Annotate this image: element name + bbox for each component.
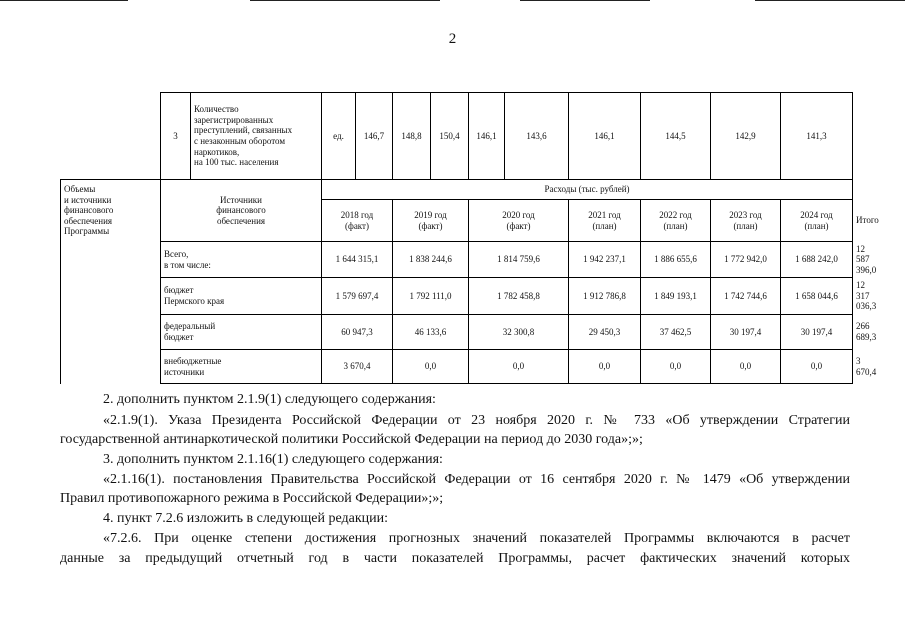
finance-row-extrabudget: внебюджетные источники 3 670,4 0,0 0,0 0,0 0,0 0,0 0,0 3 670,4 (61, 350, 853, 384)
indicator-unit: ед. (322, 93, 356, 180)
indicator-row (61, 93, 853, 180)
year-header: 2020 год (факт) (469, 200, 569, 242)
indicator-value: 146,7 (356, 93, 393, 180)
amendment-text-2-1-9-line2: государственной антинаркотической политики Российской Федерации на период до 2030 года»;»; (60, 432, 643, 447)
finance-cell: 1 658 044,6 (781, 278, 853, 315)
program-passport-table (60, 92, 879, 384)
amendment-text-2-1-16-line2: Правил противопожарного режима в Российской Федерации»;»; (60, 491, 444, 506)
indicator-value: 141,3 (781, 93, 853, 180)
indicator-number: 3 (161, 93, 191, 180)
finance-row-label: бюджет Пермского края (161, 278, 322, 315)
finance-cell: 37 462,5 (641, 315, 711, 350)
year-header: 2024 год (план) (781, 200, 853, 242)
blank-cell (61, 93, 161, 180)
amendment-item-4: 4. пункт 7.2.6 изложить в следующей редакции: (103, 511, 388, 526)
top-rule-left (0, 0, 128, 1)
indicator-value: 146,1 (569, 93, 641, 180)
finance-row-label: федеральный бюджет (161, 315, 322, 350)
finance-row-federal: федеральный бюджет 60 947,3 46 133,6 32 300,8 29 450,3 37 462,5 30 197,4 30 197,4 266 689,3 (61, 315, 853, 350)
finance-cell: 0,0 (781, 350, 853, 384)
finance-cell: 1 838 244,6 (393, 242, 469, 278)
top-rule-mid-left (250, 0, 440, 1)
page-number: 2 (448, 31, 457, 47)
finance-cell: 0,0 (569, 350, 641, 384)
year-header: 2018 год (факт) (322, 200, 393, 242)
year-header: 2023 год (план) (711, 200, 781, 242)
finance-row-regional: бюджет Пермского края 1 579 697,4 1 792 111,0 1 782 458,8 1 912 786,8 1 849 193,1 1 742 744,6 1 658 044,6 12 317 036,3 (61, 278, 853, 315)
finance-cell: 1 886 655,6 (641, 242, 711, 278)
top-rule-mid-right (520, 0, 650, 1)
finance-cell: 32 300,8 (469, 315, 569, 350)
indicator-value: 146,1 (469, 93, 505, 180)
indicator-value: 148,8 (393, 93, 431, 180)
finance-cell: 3 670,4 (322, 350, 393, 384)
top-rule-right (755, 0, 905, 1)
finance-cell: 1 579 697,4 (322, 278, 393, 315)
finance-row-label: Всего, в том числе: (161, 242, 322, 278)
year-header: 2021 год (план) (569, 200, 641, 242)
finance-cell: 0,0 (469, 350, 569, 384)
finance-row-total: Всего, в том числе: 1 644 315,1 1 838 244,6 1 814 759,6 1 942 237,1 1 886 655,6 1 772 942,0 1 688 242,0 12 587 396,0 (61, 242, 853, 278)
indicator-value: 143,6 (505, 93, 569, 180)
finance-cell: 1 742 744,6 (711, 278, 781, 315)
finance-cell: 29 450,3 (569, 315, 641, 350)
finance-cell: 1 942 237,1 (569, 242, 641, 278)
year-header: 2022 год (план) (641, 200, 711, 242)
finance-cell: 60 947,3 (322, 315, 393, 350)
finance-cell: 0,0 (393, 350, 469, 384)
amendment-item-2: 2. дополнить пунктом 2.1.9(1) следующего содержания: (103, 392, 436, 407)
finance-cell: 1 792 111,0 (393, 278, 469, 315)
finance-cell: 1 782 458,8 (469, 278, 569, 315)
finance-section-label: Объемы и источники финансового обеспечения Программы (61, 180, 161, 384)
finance-cell: 1 688 242,0 (781, 242, 853, 278)
amendment-text-2-1-9-line1: «2.1.9(1). Указа Президента Российской Федерации от 23 ноября 2020 г. № 733 «Об утверждении Стратегии (103, 413, 850, 428)
finance-cell: 1 814 759,6 (469, 242, 569, 278)
indicator-value: 142,9 (711, 93, 781, 180)
finance-cell: 46 133,6 (393, 315, 469, 350)
indicator-value: 144,5 (641, 93, 711, 180)
indicator-value: 150,4 (431, 93, 469, 180)
finance-cell: 1 644 315,1 (322, 242, 393, 278)
finance-header-row (61, 180, 853, 200)
amendment-text-7-2-6-line2: данные за предыдущий отчетный год в части показателей Программы, расчет фактических значений которых (60, 551, 850, 566)
indicator-name: Количество зарегистрированных преступлений, связанных с незаконным оборотом наркотиков, на 100 тыс. населения (191, 93, 322, 180)
years-header-row: 2018 год (факт) 2019 год (факт) 2020 год (факт) 2021 год (план) 2022 год (план) 2023 год (план) 2024 год (план) Итого (61, 200, 853, 242)
finance-cell: 1 849 193,1 (641, 278, 711, 315)
amendment-text-2-1-16-line1: «2.1.16(1). постановления Правительства Российской Федерации от 16 сентября 2020 г. № 1479 «Об утверждении (103, 472, 850, 487)
sources-header: Источники финансового обеспечения (161, 180, 322, 242)
finance-cell: 0,0 (641, 350, 711, 384)
amendment-item-3: 3. дополнить пунктом 2.1.16(1) следующего содержания: (103, 452, 443, 467)
finance-cell: 30 197,4 (711, 315, 781, 350)
finance-row-label: внебюджетные источники (161, 350, 322, 384)
finance-cell: 1 772 942,0 (711, 242, 781, 278)
finance-cell: 30 197,4 (781, 315, 853, 350)
finance-cell: 1 912 786,8 (569, 278, 641, 315)
finance-cell: 0,0 (711, 350, 781, 384)
amendment-text-7-2-6-line1: «7.2.6. При оценке степени достижения прогнозных значений показателей Программы включаются в расчет (103, 531, 850, 546)
expenses-header: Расходы (тыс. рублей) (322, 180, 853, 200)
year-header: 2019 год (факт) (393, 200, 469, 242)
